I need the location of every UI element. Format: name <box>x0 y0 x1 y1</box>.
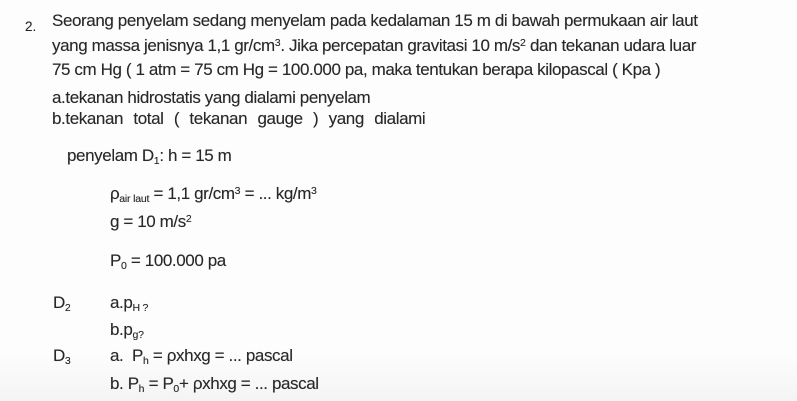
given-diver-depth: penyelam D1: h = 15 m <box>67 146 232 167</box>
statement-line-2: yang massa jenisnya 1,1 $gr/cm^3$. Jika percepatan gravitasi 10 $m/s^2$ dan tekanan udara luar <box>52 36 697 55</box>
asked-label-d2: D2 <box>53 293 71 314</box>
asked-item-a: a.pH ? <box>110 293 149 314</box>
statement-line-3: 75 cm Hg ( 1 atm = 75 cm Hg = 100.000 pa, maka tentukan berapa kilopascal ( Kpa ) <box>52 60 661 79</box>
solution-label-d3: D3 <box>53 346 71 367</box>
question-item-b: b.tekanan total ( tekanan gauge ) yang dialami <box>52 109 426 128</box>
asked-item-b: b.pg? <box>110 320 144 341</box>
solution-item-b: b. Ph = P0+ ρxhxg = ... pascal <box>110 374 319 395</box>
given-pressure0: P0 = 100.000 pa <box>110 251 226 272</box>
solution-item-a: a. Ph = ρxhxg = ... pascal <box>110 346 293 367</box>
question-item-a: a.tekanan hidrostatis yang dialami penyelam <box>52 88 371 107</box>
given-gravity: g = 10 $m/s^2$ <box>110 212 192 231</box>
statement-line-1: Seorang penyelam sedang menyelam pada kedalaman 15 m di bawah permukaan air laut <box>52 11 698 30</box>
problem-number: 2. <box>25 19 37 34</box>
given-density: ρair laut = 1,1 $gr/cm^3$ = ... $kg/m^3$ <box>110 184 317 205</box>
